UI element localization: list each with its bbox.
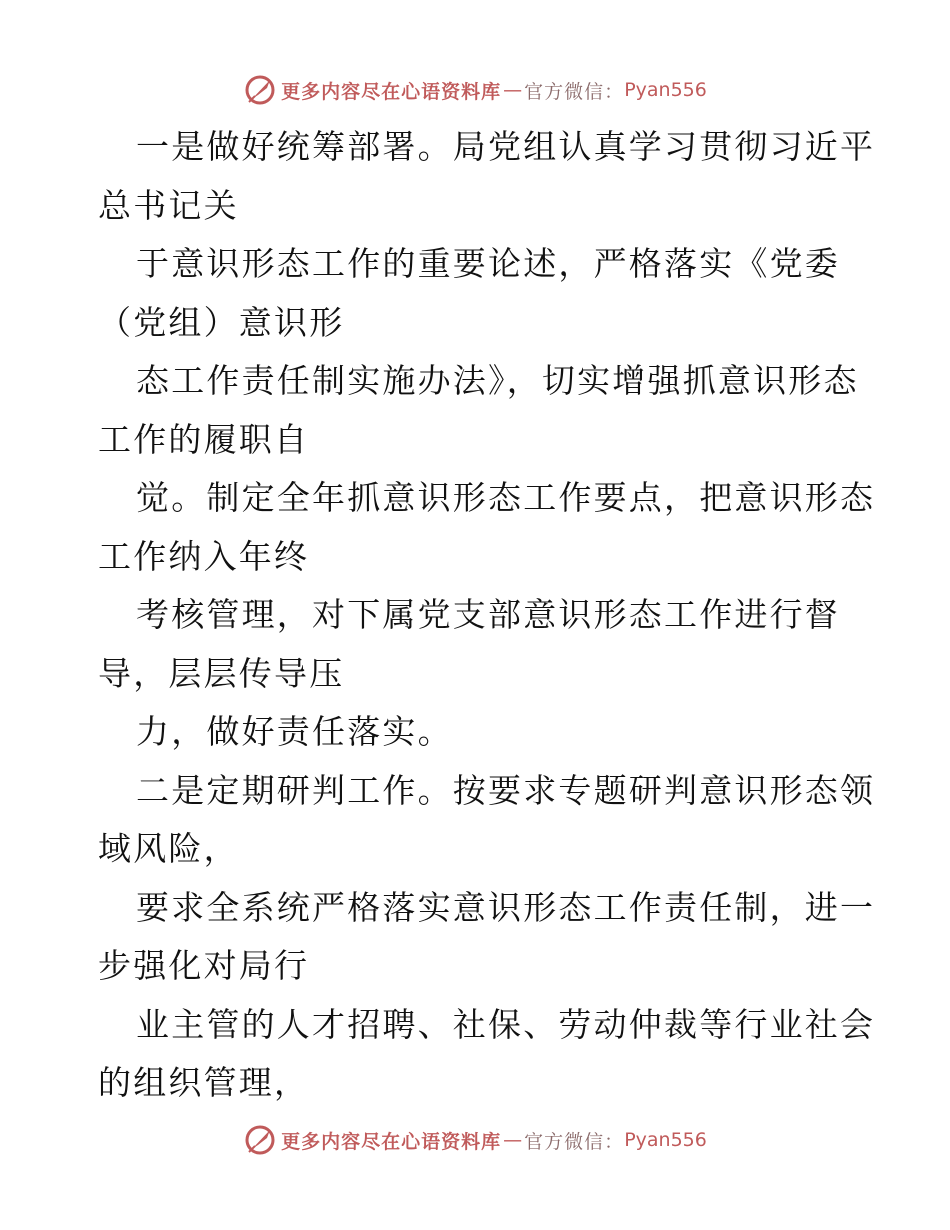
quill-in-circle-icon: [243, 1123, 277, 1157]
banner-label: 官方微信：: [524, 1130, 625, 1153]
banner-text: 更多内容尽在心语资料库: [281, 80, 502, 103]
banner-wechat-id: Pyan556: [624, 1129, 707, 1151]
text-line: 要求全系统严格落实意识形态工作责任制，进一: [136, 887, 876, 927]
text-line: 于意识形态工作的重要论述，严格落实《党委: [136, 244, 840, 283]
text-line: 总书记关: [98, 185, 239, 225]
footer-banner: [0, 1120, 950, 1160]
text-line: 二是定期研判工作。按要求专题研判意识形态领: [136, 770, 876, 810]
text-line: 工作的履职自: [98, 419, 310, 459]
text-line: 导，层层传导压: [98, 653, 345, 693]
text-line: 觉。制定全年抓意识形态工作要点，把意识形态: [136, 478, 876, 517]
text-line: 一是做好统筹部署。局党组认真学习贯彻习近平: [136, 127, 876, 166]
header-banner: [0, 70, 950, 110]
text-line: 力，做好责任落实。: [136, 712, 453, 751]
text-line: 考核管理，对下属党支部意识形态工作进行督: [136, 595, 840, 634]
quill-in-circle-icon: [243, 73, 277, 107]
text-line: 的组织管理，: [98, 1063, 310, 1102]
banner-dash: —: [503, 1129, 523, 1151]
banner-wechat-id: Pyan556: [624, 79, 707, 101]
text-line: 域风险，: [98, 829, 239, 868]
banner-label: 官方微信：: [524, 80, 625, 103]
text-line: 步强化对局行: [98, 946, 310, 985]
document-body: [98, 118, 876, 1113]
text-line: 业主管的人才招聘、社保、劳动仲裁等行业社会: [136, 1004, 876, 1044]
text-line: 工作纳入年终: [98, 536, 310, 576]
banner-text: 更多内容尽在心语资料库: [281, 1130, 502, 1153]
text-line: 态工作责任制实施办法》，切实增强抓意识形态: [136, 361, 859, 400]
banner-dash: —: [503, 79, 523, 101]
text-line: （党组）意识形: [98, 302, 345, 342]
